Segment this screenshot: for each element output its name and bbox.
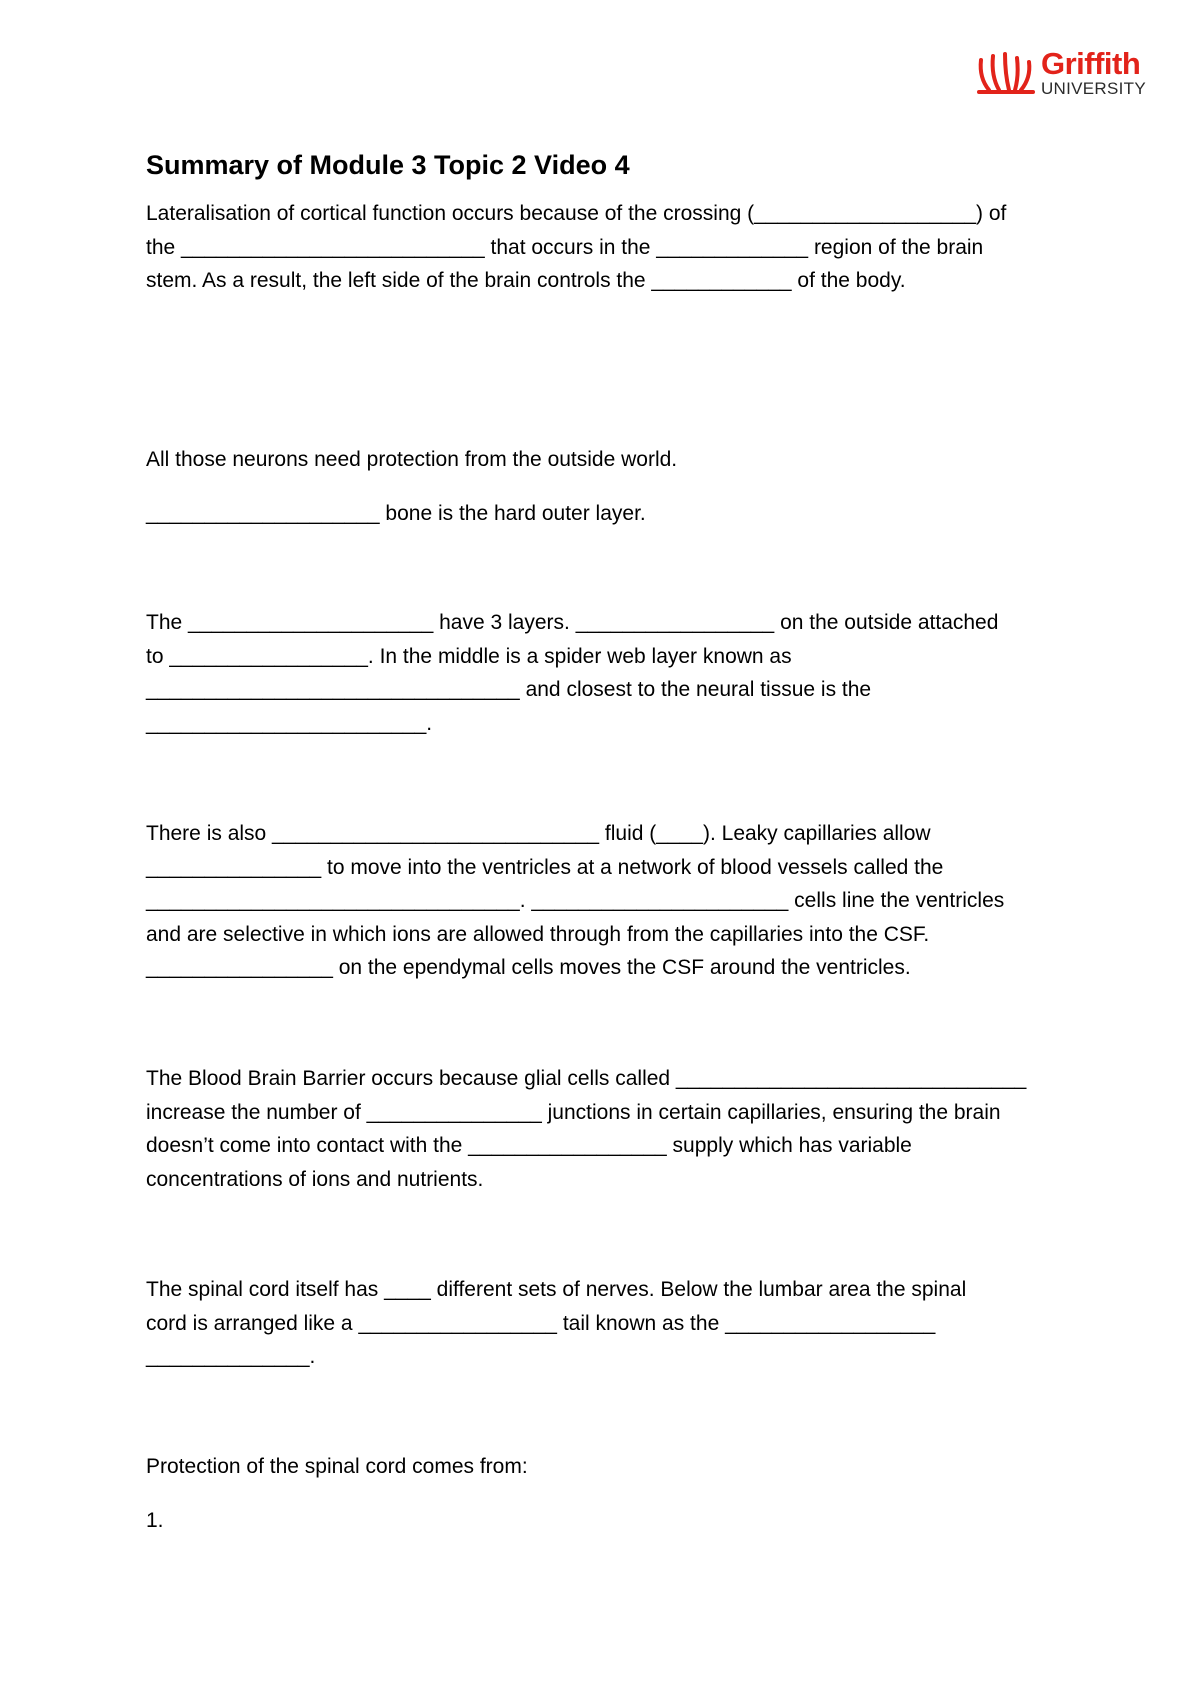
logo-subtitle: UNIVERSITY [1040, 79, 1146, 98]
page-title: Summary of Module 3 Topic 2 Video 4 [146, 150, 630, 180]
text-line: ________________________________. ______________________ cells line the ventricles [146, 889, 1005, 912]
paragraph-spinal-cord [146, 1273, 1066, 1374]
list-item-1 [146, 1504, 1066, 1538]
text-line: Protection of the spinal cord comes from: [146, 1455, 528, 1478]
list-number: 1. [146, 1509, 164, 1532]
text-line: Lateralisation of cortical function occurs because of the crossing (___________________) of [146, 202, 1007, 225]
text-line: The _____________________ have 3 layers. _________________ on the outside attached [146, 611, 999, 634]
text-line: The spinal cord itself has ____ different sets of nerves. Below the lumbar area the spinal [146, 1278, 967, 1301]
text-line: ________________________________ and closest to the neural tissue is the [146, 678, 872, 701]
paragraph-meninges [146, 606, 1066, 740]
paragraph-protection-intro [146, 443, 1066, 477]
text-line: and are selective in which ions are allowed through from the capillaries into the CSF. [146, 922, 930, 946]
paragraph-csf [146, 817, 1066, 985]
griffith-logo [975, 48, 1146, 97]
text-line: increase the number of _______________ junctions in certain capillaries, ensuring the brain [146, 1100, 1001, 1124]
text-line: ________________________. [146, 711, 433, 735]
text-line: concentrations of ions and nutrients. [146, 1167, 484, 1191]
text-line: cord is arranged like a _________________ tail known as the __________________ [146, 1311, 936, 1335]
paragraph-blood-brain-barrier [146, 1062, 1066, 1196]
text-line: There is also ____________________________ fluid (____). Leaky capillaries allow [146, 822, 931, 845]
text-line: ______________. [146, 1345, 316, 1368]
text-line: to _________________. In the middle is a spider web layer known as [146, 644, 792, 668]
griffith-flame-icon [975, 50, 1037, 96]
text-line: ________________ on the ependymal cells moves the CSF around the ventricles. [146, 956, 911, 979]
paragraph-lateralisation [146, 197, 1066, 298]
logo-name: Griffith [1040, 46, 1141, 81]
text-line: the __________________________ that occurs in the _____________ region of the brain [146, 235, 984, 259]
paragraph-skull [146, 497, 1066, 531]
text-line: The Blood Brain Barrier occurs because glial cells called ______________________________ [146, 1067, 1027, 1090]
text-line: _______________ to move into the ventricles at a network of blood vessels called the [146, 855, 944, 879]
text-line: doesn’t come into contact with the _________________ supply which has variable [146, 1134, 912, 1157]
paragraph-spinal-protection [146, 1450, 1066, 1484]
text-line: ____________________ bone is the hard outer layer. [146, 502, 646, 525]
text-line: All those neurons need protection from the outside world. [146, 448, 678, 471]
text-line: stem. As a result, the left side of the brain controls the ____________ of the body. [146, 269, 906, 292]
